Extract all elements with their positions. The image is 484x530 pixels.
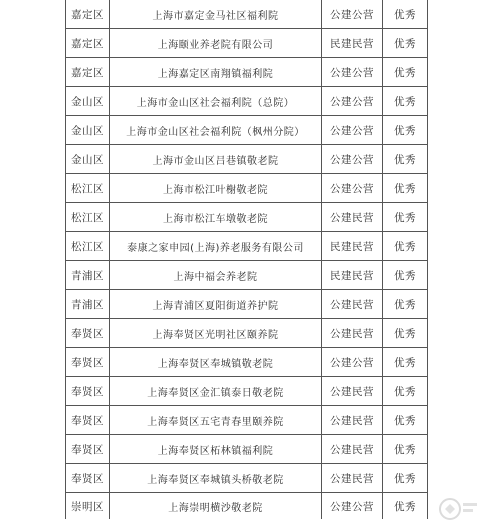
institution-name-cell: 上海中福会养老院 — [110, 261, 322, 290]
operation-type-cell: 公建公营 — [322, 174, 383, 203]
institution-name-cell: 上海市嘉定金马社区福利院 — [110, 0, 322, 29]
district-cell: 奉贤区 — [66, 377, 110, 406]
district-cell: 青浦区 — [66, 290, 110, 319]
rating-cell: 优秀 — [383, 377, 428, 406]
rating-cell: 优秀 — [383, 0, 428, 29]
institution-name-cell: 上海奉贤区光明社区颐养院 — [110, 319, 322, 348]
institution-name-cell: 上海颐业养老院有限公司 — [110, 29, 322, 58]
operation-type-cell: 民建民营 — [322, 232, 383, 261]
district-cell: 奉贤区 — [66, 406, 110, 435]
institution-name-cell: 上海奉贤区奉城镇敬老院 — [110, 348, 322, 377]
table-row — [66, 348, 428, 377]
district-cell: 金山区 — [66, 87, 110, 116]
table-row — [66, 29, 428, 58]
operation-type-cell: 民建民营 — [322, 261, 383, 290]
rating-cell: 优秀 — [383, 174, 428, 203]
operation-type-cell: 公建民营 — [322, 435, 383, 464]
rating-cell: 优秀 — [383, 464, 428, 493]
operation-type-cell: 民建民营 — [322, 29, 383, 58]
table-row — [66, 232, 428, 261]
institution-name-cell: 上海奉贤区柘林镇福利院 — [110, 435, 322, 464]
operation-type-cell: 公建公营 — [322, 0, 383, 29]
table-row — [66, 377, 428, 406]
table-row — [66, 174, 428, 203]
rating-cell: 优秀 — [383, 435, 428, 464]
table-row — [66, 493, 428, 520]
rating-cell: 优秀 — [383, 348, 428, 377]
operation-type-cell: 公建民营 — [322, 203, 383, 232]
table-row — [66, 0, 428, 29]
district-cell: 奉贤区 — [66, 319, 110, 348]
operation-type-cell: 公建公营 — [322, 145, 383, 174]
district-cell: 松江区 — [66, 174, 110, 203]
table-row — [66, 290, 428, 319]
district-cell: 松江区 — [66, 232, 110, 261]
district-cell: 崇明区 — [66, 493, 110, 520]
rating-cell: 优秀 — [383, 145, 428, 174]
district-cell: 金山区 — [66, 145, 110, 174]
table-row — [66, 435, 428, 464]
operation-type-cell: 公建公营 — [322, 87, 383, 116]
table-row — [66, 145, 428, 174]
rating-cell: 优秀 — [383, 203, 428, 232]
operation-type-cell: 公建公营 — [322, 116, 383, 145]
institution-name-cell: 上海市松江车墩敬老院 — [110, 203, 322, 232]
institution-name-cell: 上海奉贤区五宅青春里颐养院 — [110, 406, 322, 435]
institution-name-cell: 上海嘉定区南翔镇福利院 — [110, 58, 322, 87]
table-row — [66, 261, 428, 290]
district-cell: 奉贤区 — [66, 435, 110, 464]
institution-name-cell: 上海崇明横沙敬老院 — [110, 493, 322, 520]
institution-name-cell: 上海市金山区社会福利院（总院） — [110, 87, 322, 116]
table-row — [66, 87, 428, 116]
institution-name-cell: 上海青浦区夏阳街道养护院 — [110, 290, 322, 319]
rating-cell: 优秀 — [383, 261, 428, 290]
rating-cell: 优秀 — [383, 493, 428, 520]
operation-type-cell: 公建公营 — [322, 58, 383, 87]
rating-cell: 优秀 — [383, 319, 428, 348]
table-row — [66, 116, 428, 145]
institution-name-cell: 上海奉贤区金汇镇泰日敬老院 — [110, 377, 322, 406]
operation-type-cell: 公建民营 — [322, 464, 383, 493]
district-cell: 金山区 — [66, 116, 110, 145]
table-row — [66, 406, 428, 435]
rating-cell: 优秀 — [383, 406, 428, 435]
institution-name-cell: 泰康之家申园(上海)养老服务有限公司 — [110, 232, 322, 261]
district-cell: 松江区 — [66, 203, 110, 232]
operation-type-cell: 公建公营 — [322, 493, 383, 520]
rating-cell: 优秀 — [383, 87, 428, 116]
rating-cell: 优秀 — [383, 116, 428, 145]
rating-cell: 优秀 — [383, 29, 428, 58]
table-row — [66, 464, 428, 493]
operation-type-cell: 公建民营 — [322, 377, 383, 406]
institution-name-cell: 上海市松江叶榭敬老院 — [110, 174, 322, 203]
care-home-rating-table — [65, 0, 428, 519]
district-cell: 青浦区 — [66, 261, 110, 290]
rating-cell: 优秀 — [383, 290, 428, 319]
institution-name-cell: 上海奉贤区奉城镇头桥敬老院 — [110, 464, 322, 493]
district-cell: 奉贤区 — [66, 464, 110, 493]
rating-cell: 优秀 — [383, 58, 428, 87]
table-row — [66, 203, 428, 232]
district-cell: 嘉定区 — [66, 29, 110, 58]
table-row — [66, 319, 428, 348]
watermark-logo-icon — [436, 494, 480, 524]
operation-type-cell: 公建民营 — [322, 406, 383, 435]
district-cell: 嘉定区 — [66, 0, 110, 29]
district-cell: 嘉定区 — [66, 58, 110, 87]
operation-type-cell: 公建民营 — [322, 319, 383, 348]
table-row — [66, 58, 428, 87]
table-body — [66, 0, 428, 519]
institution-name-cell: 上海市金山区吕巷镇敬老院 — [110, 145, 322, 174]
operation-type-cell: 公建公营 — [322, 348, 383, 377]
rating-cell: 优秀 — [383, 232, 428, 261]
district-cell: 奉贤区 — [66, 348, 110, 377]
institution-name-cell: 上海市金山区社会福利院（枫州分院） — [110, 116, 322, 145]
operation-type-cell: 公建民营 — [322, 290, 383, 319]
